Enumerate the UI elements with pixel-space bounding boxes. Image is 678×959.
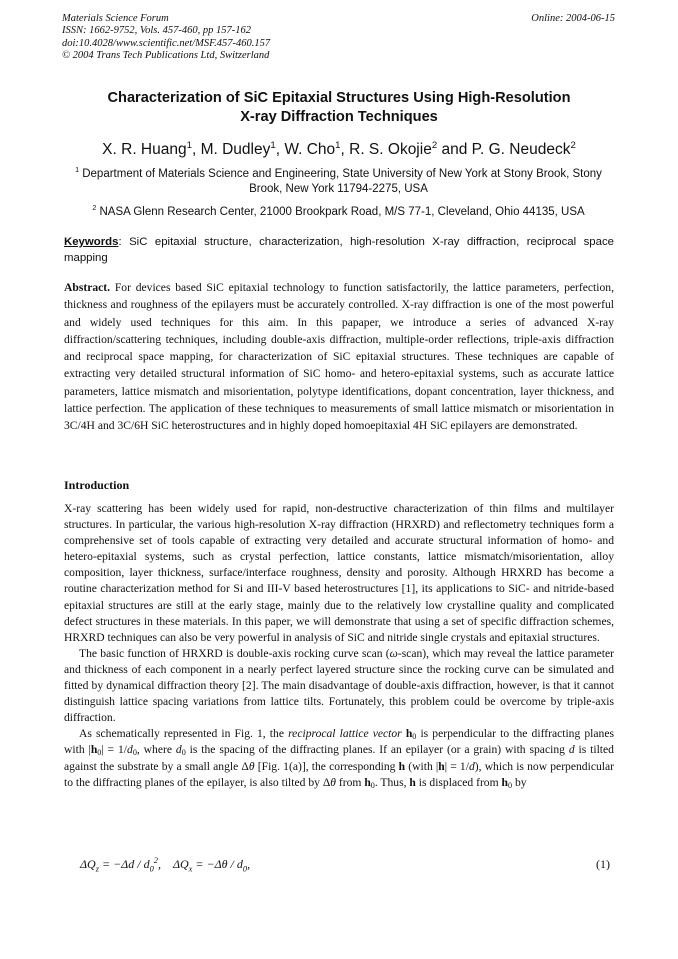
section-heading-introduction: Introduction	[64, 478, 130, 492]
text-run: from	[335, 775, 365, 789]
author-affiliation-mark: 1	[335, 140, 341, 151]
text-run: [Fig. 1(a)], the corresponding	[254, 759, 399, 773]
reciprocal-lattice-term: reciprocal lattice vector	[288, 727, 402, 741]
journal-issn: ISSN: 1662-9752, Vols. 457-460, pp 157-162	[62, 25, 251, 37]
subscript: 0	[507, 780, 513, 790]
equation-expression	[80, 856, 251, 874]
vector-h: h	[409, 775, 416, 789]
author-separator: ,	[275, 141, 285, 159]
abstract	[64, 279, 614, 435]
vector-h: h	[90, 743, 98, 757]
author-name: W. Cho	[284, 141, 336, 159]
eq-text	[161, 857, 173, 871]
author-and: and	[441, 141, 468, 159]
online-date: Online: 2004-06-15	[531, 13, 615, 24]
vector-h: h	[501, 775, 508, 789]
intro-paragraph-1: X-ray scattering has been widely used for rapid, non-destructive characterization of thin films and multilayer structures. In particular, the various high-resolution X-ray diffraction (HRXRD) and reflectometry techniques form a comprehensive set of tools capable of extracting very detailed and accurate structural information of homo- and hetero-epitaxial systems, such as crystal perfection, lattice constants, lattice mismatch/misorientation, alloy composition, layer thickness, surface/interface roughness, density and porosity. Although HRXRD has become a routine characterization method for Si and III-V based heterostructures [1], its applications to SiC- and nitride-based epitaxial structures are still at the early stage, mainly due to the relatively low crystalline quality and complicated defect structures in these materials. In this paper, we will demonstrate that using a set of specific diffraction schemes, HRXRD techniques can also be very powerful in analysis of SiC and nitride single crystals and epitaxial structures.	[64, 502, 614, 644]
eq-d: d	[236, 857, 243, 871]
affiliation-text: Department of Materials Science and Engineering, State University of New York at Stony Brook, Stony Brook, New York 11794-2275, USA	[82, 167, 602, 195]
var-d: d	[568, 743, 575, 757]
affiliation-text: NASA Glenn Research Center, 21000 Brookpark Road, M/S 77-1, Cleveland, Ohio 44135, USA	[99, 205, 585, 218]
eq-d: d	[143, 857, 150, 871]
author-affiliation-mark: 2	[431, 140, 438, 151]
eq-sub: 0	[149, 864, 154, 874]
subscript: 0	[97, 748, 102, 758]
eq-text: = −Δ	[98, 857, 129, 871]
abstract-label: Abstract.	[64, 281, 111, 294]
theta-symbol: θ	[330, 775, 336, 789]
text-run: is tilted against the substrate by a small angle Δ	[64, 743, 614, 773]
text-run: is the spacing of the diffracting planes. If an epilayer (or a grain) with spacing	[185, 743, 569, 757]
eq-text: ,	[157, 857, 161, 871]
affiliation-1	[62, 163, 615, 197]
author-name: P. G. Neudeck	[471, 141, 571, 159]
eq-sup: 2	[153, 856, 158, 865]
introduction-body	[64, 501, 614, 791]
author-affiliation-mark: 2	[570, 140, 576, 151]
eq-text: /	[134, 857, 144, 871]
eq-delta-q: ΔQ	[172, 857, 189, 871]
eq-theta: θ	[221, 857, 228, 871]
subscript: 0	[132, 748, 137, 758]
affiliation-2	[62, 201, 615, 220]
text-run: | = 1/	[444, 759, 469, 773]
equation-number: (1)	[596, 857, 610, 871]
text-run: -scan), which may reveal the lattice parameter and thickness of each component in a nearly perfect layered structure since the rocking curve can be simulated and fitted by dynamical diffraction theory [2]. The main disadvantage of double-axis diffraction, however, is that it cannot distinguish lattice spacing variations from lattice tilts. Fortunately, this problem could be overcome by triple-axis diffraction.	[64, 646, 614, 725]
eq-d: d	[128, 857, 135, 871]
author-name: X. R. Huang	[102, 141, 187, 159]
author-affiliation-mark: 1	[270, 140, 276, 151]
eq-text: /	[227, 857, 237, 871]
text-run: The basic function of HRXRD is double-axis rocking curve scan (	[79, 646, 390, 660]
journal-header	[62, 13, 615, 62]
omega-symbol: ω	[389, 646, 398, 660]
var-d: d	[468, 759, 475, 773]
eq-delta-q: ΔQ	[80, 857, 96, 871]
intro-paragraph-3	[64, 726, 614, 790]
author-list	[40, 136, 638, 160]
author-affiliation-mark: 1	[186, 140, 192, 151]
text-run: . Thus,	[374, 775, 410, 789]
vector-h: h	[405, 727, 413, 741]
text-run: is displaced from	[415, 775, 502, 789]
author-name: M. Dudley	[200, 141, 271, 159]
text-run: As schematically represented in Fig. 1, the	[79, 727, 289, 741]
keywords: Keywords: SiC epitaxial structure, characterization, high-resolution X-ray diffraction, reciprocal space mapping	[64, 236, 614, 264]
affiliation-mark: 1	[75, 166, 80, 174]
var-d: d	[175, 743, 182, 757]
abstract-text: For devices based SiC epitaxial technology to function satisfactorily, the lattice parameters, perfection, thickness and roughness of the epilayers must be accurately controlled. X-ray diffraction is one of the most powerful and widely used techniques for this aim. In this papaper, we introduce a series of advanced X-ray diffraction/scattering techniques, including double-axis diffraction, multiple-order reflections, triple-axis diffraction and reciprocal space mapping, for characterization of SiC epitaxial structures. These techniques are capable of extracting very detailed structural information of SiC homo- and hetero-epitaxial systems, such as accurate lattice parameters, lattice mismatch and misorientation, polytype identifications, dopant concentration, layer thickness, and lattice perfection. The application of these techniques to measurements of small lattice mismatch or misorientation in 3C/4H and 3C/6H SiC heterostructures and in highly doped homoepitaxial 4H SiC epilayers are demonstrated.	[64, 281, 614, 433]
affiliation-mark: 2	[92, 204, 97, 212]
eq-sub: 0	[242, 864, 248, 874]
author-separator: ,	[340, 141, 350, 159]
vector-h: h	[398, 759, 406, 773]
eq-sub: z	[95, 864, 99, 874]
vector-h: h	[364, 775, 371, 789]
keywords-text: SiC epitaxial structure, characterization, high-resolution X-ray diffraction, reciprocal space mapping	[64, 236, 614, 264]
text-run: , where	[136, 743, 176, 757]
title-line-2: X-ray Diffraction Techniques	[240, 108, 438, 125]
subscript: 0	[370, 780, 375, 790]
text-run: | = 1/	[101, 743, 128, 757]
author-separator: ,	[191, 141, 201, 159]
paper-title	[40, 89, 638, 126]
subscript: 0	[181, 748, 186, 758]
author-name: R. S. Okojie	[349, 141, 432, 159]
text-run: is perpendicular to the diffracting planes with |	[64, 727, 615, 757]
vector-h: h	[438, 759, 445, 773]
theta-symbol: θ	[248, 759, 255, 773]
journal-doi: doi:10.4028/www.scientific.net/MSF.457-460.157	[62, 37, 271, 49]
journal-copyright: © 2004 Trans Tech Publications Ltd, Switzerland	[62, 49, 270, 61]
eq-text: = −Δ	[192, 857, 222, 871]
text-run: by	[512, 775, 527, 789]
var-d: d	[127, 743, 133, 757]
subscript: 0	[412, 732, 417, 742]
equation-1	[80, 856, 610, 872]
journal-name: Materials Science Forum	[62, 13, 169, 24]
title-line-1: Characterization of SiC Epitaxial Structures Using High-Resolution	[107, 90, 571, 106]
intro-paragraph-2	[64, 646, 614, 726]
keywords-label: Keywords	[64, 236, 119, 248]
eq-sub: x	[188, 864, 193, 874]
text-run: (with |	[405, 759, 439, 773]
text-run: ), which is now perpendicular to the diffracting planes of the epilayer, is also tilted by Δ	[64, 759, 614, 789]
eq-text: ,	[247, 857, 251, 871]
